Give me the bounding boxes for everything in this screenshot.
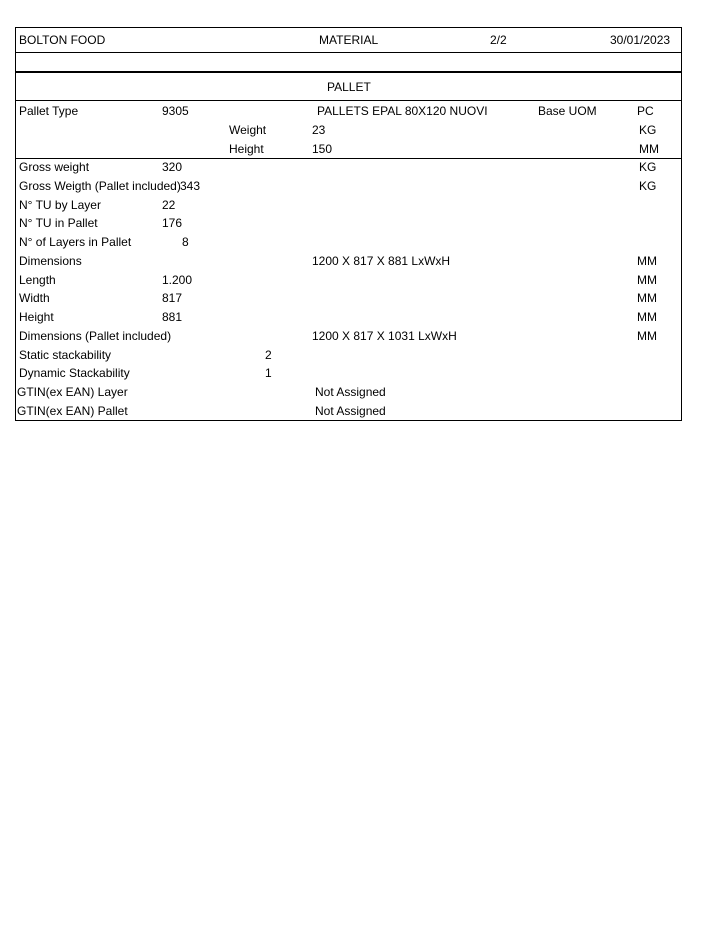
row-unit: MM [637, 254, 657, 268]
row-unit: MM [637, 329, 657, 343]
pallet-height-value: 150 [312, 142, 333, 156]
section-name: MATERIAL [319, 33, 379, 47]
empty-band [15, 53, 682, 72]
row-value: 2 [265, 348, 272, 362]
row-value: Not Assigned [315, 404, 386, 418]
row-label: Height [19, 310, 54, 324]
pallet-height-unit: MM [639, 142, 659, 156]
row-value: Not Assigned [315, 385, 386, 399]
pallet-type-divider [15, 158, 682, 159]
row-unit: KG [639, 179, 657, 193]
row-label: Length [19, 273, 56, 287]
pallet-type-code: 9305 [162, 104, 189, 118]
row-label: Dynamic Stackability [19, 366, 130, 380]
row-value: 320 [162, 160, 183, 174]
row-label: Gross weight [19, 160, 90, 174]
base-uom-value: PC [637, 104, 654, 118]
row-label: Width [19, 291, 50, 305]
row-value: 1200 X 817 X 881 LxWxH [312, 254, 451, 268]
row-value: 1200 X 817 X 1031 LxWxH [312, 329, 457, 343]
row-value: 22 [162, 198, 176, 212]
pallet-weight-value: 23 [312, 123, 326, 137]
row-label: N° of Layers in Pallet [19, 235, 132, 249]
row-label: Static stackability [19, 348, 112, 362]
row-unit: MM [637, 291, 657, 305]
row-value: 881 [162, 310, 183, 324]
row-label: Dimensions [19, 254, 82, 268]
row-unit: KG [639, 160, 657, 174]
row-value: 8 [182, 235, 189, 249]
pallet-section-title: PALLET [327, 80, 371, 94]
base-uom-label: Base UOM [538, 104, 597, 118]
row-value: 176 [162, 216, 183, 230]
row-label: GTIN(ex EAN) Pallet [17, 404, 128, 418]
pallet-weight-unit: KG [639, 123, 657, 137]
row-value: 1.200 [162, 273, 193, 287]
pallet-type-description: PALLETS EPAL 80X120 NUOVI [317, 104, 488, 118]
pallet-weight-label: Weight [229, 123, 267, 137]
pallet-height-label: Height [229, 142, 264, 156]
row-value: 343 [180, 179, 201, 193]
row-label: N° TU by Layer [19, 198, 101, 212]
row-label: Gross Weigth (Pallet included) [19, 179, 181, 193]
page-number: 2/2 [490, 33, 507, 47]
pallet-type-label: Pallet Type [19, 104, 79, 118]
document-date: 30/01/2023 [610, 33, 671, 47]
row-label: GTIN(ex EAN) Layer [17, 385, 128, 399]
row-label: Dimensions (Pallet included) [19, 329, 172, 343]
company-name: BOLTON FOOD [19, 33, 106, 47]
row-unit: MM [637, 310, 657, 324]
row-value: 1 [265, 366, 272, 380]
row-value: 817 [162, 291, 183, 305]
row-unit: MM [637, 273, 657, 287]
row-label: N° TU in Pallet [19, 216, 98, 230]
